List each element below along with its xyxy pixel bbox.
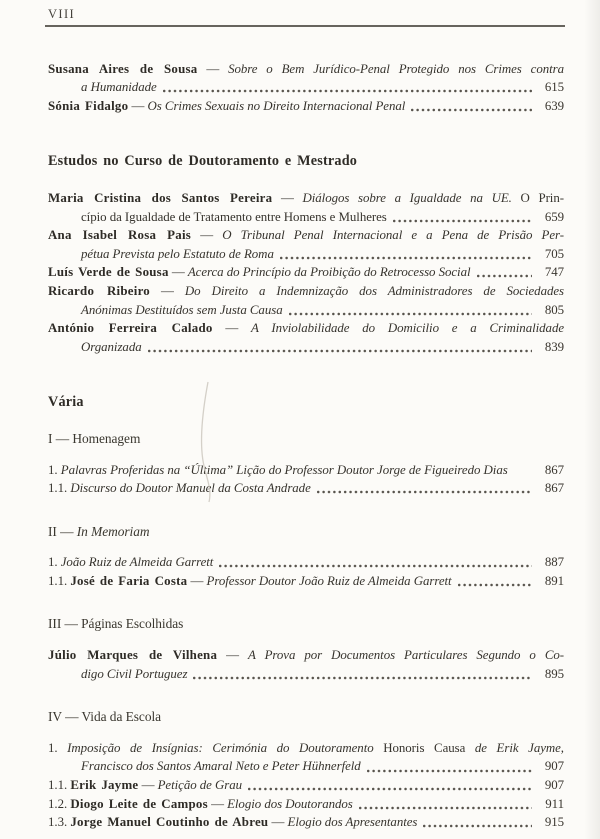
text-segment-roman: Honoris Causa [383,740,466,755]
text-segment-bold: Ricardo Ribeiro [48,283,151,298]
text-segment-roman: 1. [48,555,61,570]
toc-line [48,78,564,97]
text-segment-roman: — [197,61,229,76]
dot-leader [289,312,532,316]
page-number: 747 [544,265,564,280]
toc-subheading [48,430,564,449]
toc-entry-text [48,813,417,832]
page-number: 615 [544,80,564,95]
text-segment-roman: II — [48,523,77,539]
text-segment-bold: Luís Verde de Sousa [48,265,169,280]
page-number: 805 [544,302,564,317]
toc-entry-text [81,665,187,684]
page-number: 891 [544,573,564,588]
toc-line [48,338,564,357]
toc-entry-text [48,153,357,169]
text-segment-roman: 1.1. [48,778,71,793]
toc-entry-text [48,648,564,662]
dot-leader [359,806,532,810]
page-number: 915 [544,815,564,830]
text-segment-roman: — [268,815,288,830]
text-segment-bold: António Ferreira Calado [48,321,213,336]
toc-entry-text [48,616,183,631]
toc-entry-text [81,338,142,357]
toc-entry-text [48,228,564,242]
toc-entry-text [48,321,564,335]
folio-number: VIII [48,7,76,21]
toc-entry-text [48,431,140,446]
text-segment-italic: A Inviolabilidade do Domicilio e a Criminalidade [251,321,565,336]
page-number: 659 [544,209,564,224]
toc-subheading [48,708,564,727]
text-segment-italic: Francisco dos Santos Amaral Neto e Peter Hühnerfeld [81,759,361,774]
text-segment-italic: pétua Prevista pelo Estatuto de Roma [81,246,274,261]
text-segment-roman: 1.1. [48,481,71,496]
text-segment-roman: — [150,283,185,298]
toc-entry-text [48,741,564,755]
toc-entry-text [81,208,387,227]
text-segment-roman: — [168,265,188,280]
text-segment-roman: — [272,190,303,205]
toc-line [48,553,564,572]
toc-line [48,795,564,814]
toc-entry-text [48,62,564,76]
toc-entry-text [48,553,213,572]
page-number: 907 [544,759,564,774]
text-segment-bold: Erik Jayme [70,778,139,793]
page-number: 839 [544,339,564,354]
toc-entry-text [48,776,242,795]
text-segment-bold: José de Faria Costa [70,573,188,588]
page-number: 705 [544,246,564,261]
toc-list [48,27,564,832]
toc-heading [48,152,564,171]
page-number: 867 [544,462,564,477]
toc-entry-text [48,394,84,410]
toc-line [48,97,564,116]
toc-subheading [48,615,564,634]
text-segment-roman: III — Páginas Escolhidas [48,616,184,632]
text-segment-bold: Susana Aires de Sousa [48,61,198,76]
toc-entry-text [48,97,405,116]
toc-line [48,665,564,684]
text-segment-italic: digo Civil Portuguez [81,666,188,681]
toc-line [48,646,564,665]
text-segment-bold: Ana Isabel Rosa Pais [48,228,192,243]
toc-entry-text [48,191,564,205]
toc-line [48,282,564,301]
dot-leader [193,676,532,680]
text-segment-roman: 1.3. [48,815,71,830]
toc-entry-text [48,709,161,724]
text-segment-italic: Organizada [81,339,142,354]
text-segment-italic: Elogio dos Doutorandos [227,796,353,811]
dot-leader [148,349,532,353]
text-segment-italic: Do Direito a Indemnização dos Administradores de Sociedades [184,283,564,298]
toc-line [48,813,564,832]
text-segment-italic: Acerca do Princípio da Proibição do Retrocesso Social [187,265,471,280]
dot-leader [280,256,532,260]
text-segment-italic: de Erik Jayme, [465,740,564,755]
text-segment-bold: Júlio Marques de Vilhena [48,648,218,663]
toc-line [48,226,564,245]
toc-entry-text [48,524,149,539]
dot-leader [317,490,532,494]
toc-line [48,739,564,758]
page-number: 895 [544,666,564,681]
toc-entry-text [48,263,471,282]
text-segment-italic: Sobre o Bem Jurídico-Penal Protegido nos Crimes contra [228,61,564,76]
text-segment-roman: — [217,648,249,663]
toc-entry-text [81,78,157,97]
toc-line [48,776,564,795]
text-segment-italic: Petição de Grau [157,778,243,793]
text-segment-roman: I — Homenagem [48,430,141,446]
text-segment-italic: Anónimas Destituídos sem Justa Causa [81,302,283,317]
text-segment-roman: — [187,573,207,588]
text-segment-roman: — [207,796,228,811]
text-segment-roman: 1. [48,462,61,477]
dot-leader [477,274,532,278]
toc-line [48,60,564,79]
toc-line [48,461,564,480]
toc-entry-text [48,572,452,591]
text-segment-roman: IV — Vida da Escola [48,709,162,725]
toc-line [48,319,564,338]
text-segment-roman: O Prin- [511,190,564,205]
page-number: 639 [544,98,564,113]
text-segment-bold: Maria Cristina dos Santos Pereira [48,190,273,205]
page-number: 911 [545,796,564,811]
page-header [48,0,564,27]
text-segment-roman: 1. [48,740,68,755]
text-segment-italic: Discurso do Doutor Manuel da Costa Andrade [70,481,311,496]
text-segment-roman: — [191,228,223,243]
toc-line [48,189,564,208]
text-segment-italic: A Prova por Documentos Particulares Segundo o Co- [248,648,565,663]
text-segment-roman: 1.2. [48,796,71,811]
toc-entry-text [48,461,508,480]
toc-entry-text [48,479,311,498]
toc-line [48,263,564,282]
dot-leader [248,787,532,791]
toc-entry-text [48,795,353,814]
dot-leader [367,769,532,773]
page-number: 867 [544,481,564,496]
text-segment-roman: — [128,98,148,113]
text-segment-roman: Estudos no Curso de Doutoramento e Mestrado [48,153,358,170]
toc-line [48,301,564,320]
text-segment-roman: Vária [48,394,84,411]
toc-entry-text [81,757,361,776]
dot-leader [219,564,532,568]
text-segment-italic: Diálogos sobre a Igualdade na UE. [302,190,512,205]
text-segment-italic: O Tribunal Penal Internacional e a Pena de Prisão Per- [222,228,564,243]
page-number: 887 [544,555,564,570]
text-segment-roman: — [212,321,252,336]
text-segment-italic: Professor Doutor João Ruiz de Almeida Garrett [206,573,452,588]
dot-leader [514,472,532,476]
toc-line [48,757,564,776]
dot-leader [393,219,532,223]
text-segment-italic: a Humanidade [81,80,157,95]
text-segment-italic: Palavras Proferidas na “Última” Lição do Professor Doutor Jorge de Figueiredo Dias [60,462,508,477]
toc-line [48,245,564,264]
text-segment-bold: Sónia Fidalgo [48,98,129,113]
toc-line [48,572,564,591]
text-segment-italic: In Memoriam [76,523,150,539]
text-segment-bold: Jorge Manuel Coutinho de Abreu [70,815,269,830]
dot-leader [411,108,532,112]
text-segment-roman: cípio da Igualdade de Tratamento entre Homens e Mulheres [81,209,387,224]
text-segment-italic: Imposição de Insígnias: Cerimónia do Doutoramento [67,740,384,755]
toc-heading [48,393,564,412]
toc-subheading [48,523,564,542]
toc-entry-text [48,284,564,298]
text-segment-roman: — [138,778,158,793]
toc-line [48,479,564,498]
text-segment-italic: Elogio dos Apresentantes [287,815,418,830]
text-segment-italic: João Ruiz de Almeida Garrett [60,555,214,570]
dot-leader [423,824,532,828]
toc-entry-text [81,301,283,320]
toc-entry-text [81,245,274,264]
toc-line [48,208,564,227]
dot-leader [163,89,532,93]
text-segment-italic: Os Crimes Sexuais no Direito Internacional Penal [147,98,406,113]
text-segment-bold: Diogo Leite de Campos [70,796,208,811]
text-segment-roman: 1.1. [48,573,71,588]
page-number: 907 [544,778,564,793]
dot-leader [458,583,532,587]
